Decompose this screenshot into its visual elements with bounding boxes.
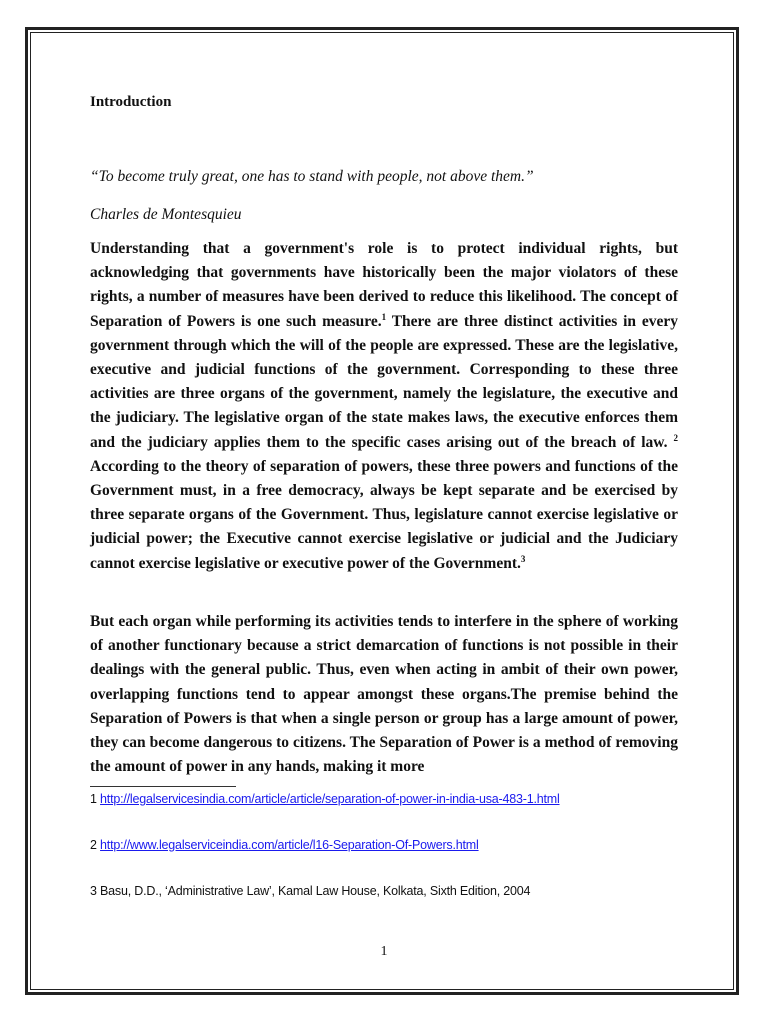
footnote-ref-2[interactable]: 2 (673, 432, 678, 443)
footnote-ref-3[interactable]: 3 (520, 553, 526, 564)
footnote-1 (90, 792, 560, 806)
page-number: 1 (380, 944, 388, 959)
footnote-number: 2 (90, 838, 97, 852)
paragraph-1-text-a: Understanding that a government's role is to protect individual rights, but acknowledging that governments have historically been the major violators of these rights, a number of measures have been derived to reduce this likelihood. The concept of Separation of Powers is one such measure. (90, 240, 678, 330)
footnote-2 (90, 838, 479, 852)
footnote-link[interactable]: http://legalservicesindia.com/article/article/separation-of-power-in-india-usa-483-1.html (100, 792, 560, 806)
paragraph-2: But each organ while performing its activities tends to interfere in the sphere of working of another functionary because a strict demarcation of functions is not possible in their dealings with the general public. Thus, even when acting in ambit of their own power, overlapping functions tend to appear amongst these organs.The premise behind the Separation of Powers is that when a single person or group has a large amount of power, they can become dangerous to citizens. The Separation of Power is a method of removing the amount of power in any hands, making it more (90, 613, 678, 776)
footnote-text: Basu, D.D., ‘Administrative Law’, Kamal Law House, Kolkata, Sixth Edition, 2004 (100, 884, 531, 898)
paragraph-1 (90, 237, 678, 576)
epigraph-quote: “To become truly great, one has to stand with people, not above them.” (90, 168, 534, 185)
paragraph-1-text-c: According to the theory of separation of powers, these three powers and functions of the Government must, in a free democracy, always be kept separate and be exercised by three separate organs of the Government. Thus, legislature cannot exercise legislative or judicial power; the Executive cannot exercise legislative or judicial and the Judiciary cannot exercise legislative or executive power of the Government. (90, 457, 678, 572)
section-heading: Introduction (90, 94, 172, 110)
footnote-number: 1 (90, 792, 97, 806)
footnote-number: 3 (90, 884, 97, 898)
footnote-separator (90, 786, 236, 787)
footnote-link[interactable]: http://www.legalserviceindia.com/article/l16-Separation-Of-Powers.html (100, 838, 479, 852)
epigraph-author: Charles de Montesquieu (90, 206, 242, 223)
footnote-ref-1[interactable]: 1 (381, 311, 387, 322)
paragraph-1-text-b: There are three distinct activities in every government through which the will of the people are expressed. These are the legislative, executive and judicial functions of the government. Corresponding to these three activities are three organs of the government, namely the legislature, the executive and the judiciary. The legislative organ of the state makes laws, the executive enforces them and the judiciary applies them to the specific cases arising out of the breach of law. (90, 312, 678, 451)
footnote-3 (90, 884, 530, 898)
